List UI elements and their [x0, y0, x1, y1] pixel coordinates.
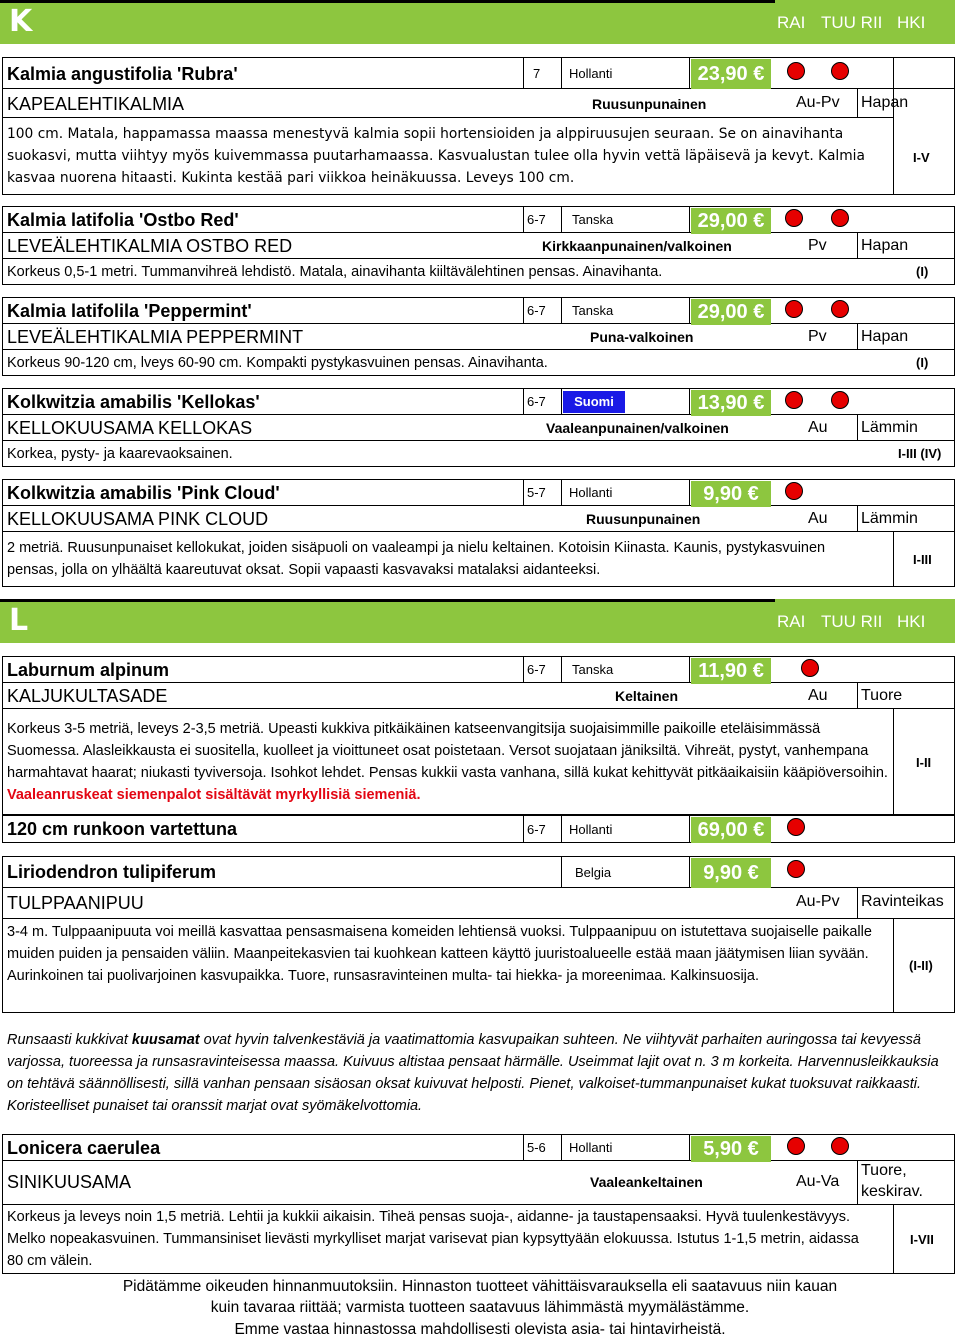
flower-color: Keltainen [615, 688, 679, 704]
hardiness-code: 7 [533, 66, 541, 81]
footer-line-2: kuin tavaraa riittää; varmista tuotteen saatavuus lähimmästä myymälästämme. [210, 1299, 750, 1316]
soil-type-line2: keskirav. [861, 1183, 923, 1200]
soil-type: Tuore [861, 687, 903, 704]
kuusama-info-paragraph [7, 1029, 952, 1117]
finnish-name: SINIKUUSAMA [7, 1172, 132, 1192]
hardiness-zone: I-II [916, 755, 932, 770]
hardiness-zone: I-V [913, 150, 930, 165]
flower-color: Kirkkaanpunainen/valkoinen [542, 238, 732, 254]
finnish-name: TULPPAANIPUU [7, 893, 144, 913]
section-header-l [0, 599, 955, 643]
finnish-name: LEVEÄLEHTIKALMIA OSTBO RED [7, 236, 293, 256]
plant-description [7, 718, 889, 806]
availability-dot-icon [831, 300, 849, 318]
flowering-period: Pv [808, 237, 827, 254]
hardiness-code: 6-7 [527, 303, 546, 318]
plant-name: Lonicera caerulea [7, 1138, 161, 1158]
hardiness-code: 6-7 [527, 662, 546, 677]
flowering-period: Au-Pv [796, 94, 840, 111]
plant-name: Kolkwitzia amabilis 'Kellokas' [7, 392, 260, 412]
zone-header-hki: HKI [897, 13, 926, 32]
hardiness-code: 6-7 [527, 394, 546, 409]
section-header-l-topline [0, 599, 775, 602]
availability-dot-icon [787, 1137, 805, 1155]
soil-type: Lämmin [861, 419, 918, 436]
flowering-period: Au-Va [796, 1173, 840, 1190]
origin-country: Belgia [575, 865, 612, 880]
hardiness-zone: I-III (IV) [898, 446, 942, 461]
soil-type: Hapan [861, 237, 909, 254]
zone-header-rai: RAI [777, 612, 806, 631]
origin-country: Tanska [572, 212, 614, 227]
plant-name: Kolkwitzia amabilis 'Pink Cloud' [7, 483, 280, 503]
info-text-bold: kuusamat [131, 1032, 200, 1048]
price-tag: 11,90 € [691, 658, 771, 684]
availability-dot-icon [787, 62, 805, 80]
flower-color: Ruusunpunainen [586, 511, 701, 527]
price-tag: 5,90 € [691, 1136, 771, 1162]
finnish-name: KELLOKUUSAMA KELLOKAS [7, 418, 253, 438]
flowering-period: Au [808, 510, 828, 527]
soil-type: Lämmin [861, 510, 918, 527]
flower-color: Vaaleankeltainen [590, 1174, 703, 1190]
plant-description: Korkeus 0,5-1 metri. Tummanvihreä lehdistö. Matala, ainavihanta kiiltävälehtinen pensas. Ainavihanta. [7, 264, 663, 280]
availability-dot-icon [785, 391, 803, 409]
availability-dot-icon [785, 209, 803, 227]
flowering-period: Au [808, 687, 828, 704]
availability-dot-icon [787, 818, 805, 836]
soil-type: Hapan [861, 328, 909, 345]
origin-country: Hollanti [569, 822, 613, 837]
plant-name: Kalmia angustifolia 'Rubra' [7, 64, 238, 84]
info-text-post: ovat hyvin talvenkestäviä ja vaatimattomia kasvupaikan suhteen. Ne viihtyvät parhaiten auringossa tai kevyessä varjossa, tuoreessa ja runsasravinteisessa maassa. Kuivuus altistaa pensaat härmälle. Useimmat lajit ovat n. 3 m korkeita. Harvennusleikkauksia on tehtävä säännöllisesti, sillä vanhan pensaan sisäosan oksat kuivuvat helposti. Pienet, valkoiset-tummanpunaiset kukat tuoksuvat raikkaasti. Koristeelliset punaiset tai oranssit marjat ovat syömäkelvottomia. [7, 1032, 939, 1114]
zone-header-tuu-rii: TUU RII [821, 13, 883, 32]
price-tag: 9,90 € [691, 858, 771, 888]
info-text-pre: Runsaasti kukkivat [7, 1032, 128, 1048]
availability-dot-icon [831, 391, 849, 409]
footer-line-3: Emme vastaa hinnastossa mahdollisesti olevista asia- tai hintavirheistä. [234, 1321, 726, 1338]
hardiness-zone: (I) [916, 264, 929, 279]
origin-country: Hollanti [569, 1140, 613, 1155]
plant-description: Korkeus 90-120 cm, lveys 60-90 cm. Kompakti pystykasvuinen pensas. Ainavihanta. [7, 355, 548, 371]
plant-description: Korkea, pysty- ja kaarevaoksainen. [7, 446, 233, 462]
hardiness-code: 5-6 [527, 1140, 546, 1155]
flowering-period: Pv [808, 328, 827, 345]
origin-country: Tanska [572, 662, 614, 677]
plant-description: 2 metriä. Ruusunpunaiset kellokukat, joiden sisäpuoli on vaaleampi ja nielu keltainen. Kotoisin Kiinasta. Kaunis, pystykasvuinen pensas, jolla on ylhäältä kaareutuvat oksat. Sopii vapaasti kasvavaksi matalaksi aidanteeksi. [7, 540, 826, 578]
price-tag: 69,00 € [691, 817, 771, 843]
soil-type: Tuore, [861, 1162, 907, 1179]
soil-type: Hapan [861, 94, 909, 111]
price-tag: 23,90 € [691, 59, 771, 89]
hardiness-zone: (I) [916, 355, 929, 370]
section-letter-k: K [9, 4, 33, 39]
finnish-name: KALJUKULTASADE [7, 686, 168, 706]
hardiness-code: 5-7 [527, 485, 546, 500]
hardiness-code: 6-7 [527, 212, 546, 227]
origin-country: Hollanti [569, 66, 613, 81]
availability-dot-icon [831, 209, 849, 227]
plant-name: Kalmia latifolia 'Ostbo Red' [7, 210, 239, 230]
origin-country: Tanska [572, 303, 614, 318]
price-tag: 9,90 € [691, 481, 771, 507]
plant-variant-name: 120 cm runkoon vartettuna [7, 819, 238, 839]
availability-dot-icon [785, 300, 803, 318]
plant-description: 100 cm. Matala, happamassa maassa menestyvä kalmia sopii hortensioiden ja alppiruusujen seuraan. Se on ainavihanta suokasvi, mutta viihtyy myös kuivemmassa puutarhamaassa. Kasvualustan tulee olla hyvin vettä läpäisevä ja kevyt. Kalmia kasvaa nuorena hitaasti. Kukinta kestää pari viikkoa heinäkuussa. Leveys 100 cm. [7, 126, 865, 186]
hardiness-zone: (I-II) [909, 958, 933, 973]
section-header-k [0, 0, 955, 44]
toxicity-warning: Vaaleanruskeat siemenpalot sisältävät myrkyllisiä siemeniä. [7, 787, 421, 803]
plant-name: Laburnum alpinum [7, 660, 169, 680]
zone-header-rai: RAI [777, 13, 806, 32]
origin-country: Hollanti [569, 485, 613, 500]
availability-dot-icon [831, 1137, 849, 1155]
price-tag: 29,00 € [691, 208, 771, 234]
flower-color: Puna-valkoinen [590, 329, 694, 345]
price-tag: 13,90 € [691, 390, 771, 416]
flowering-period: Au-Pv [796, 893, 840, 910]
soil-type: Ravinteikas [861, 893, 944, 910]
finnish-name: LEVEÄLEHTIKALMIA PEPPERMINT [7, 327, 304, 347]
price-tag: 29,00 € [691, 299, 771, 325]
availability-dot-icon [831, 62, 849, 80]
plant-description-text: Korkeus 3-5 metriä, leveys 2-3,5 metriä. Upeasti kukkiva pitkäikäinen katseenvangitsija suojaisimmille paikoille eteläisimmässä Suomessa. Alasleikkausta ei suositella, kuolleet ja vioittuneet osat poistetaan. Versot suojataan jäniksiltä. Vihreät, pystyt, vanhempana harmahtavat haarat; niukasti tyviversoja. Isohkot lehdet. Pensas kukkii vasta vanhana, sillä kukat kehittyvät pitkäaikaisiin kääpiöversoihin. [7, 721, 888, 781]
flower-color: Ruusunpunainen [592, 96, 707, 112]
finnish-name: KAPEALEHTIKALMIA [7, 94, 185, 114]
hardiness-zone: I-VII [910, 1232, 934, 1247]
zone-header-hki: HKI [897, 612, 926, 631]
section-header-k-topline [0, 0, 775, 3]
plant-description: 3-4 m. Tulppaanipuuta voi meillä kasvattaa pensasmaisena komeiden lehtiensä vuoksi. Tulppaanipuu on istutettava suojaiselle paikalle muiden puiden ja pensaiden väliin. Maanpeitekasvien tai kuohkean katteen käyttö juuristoalueelle estää maan jäätymisen liian syvään. Aurinkoinen tai puolivarjoinen kasvupaikka. Tuore, runsasravinteinen multa- tai hiekka- ja moreenimaa. Kalkinsuosija. [7, 924, 872, 984]
availability-dot-icon [785, 482, 803, 500]
origin-country-highlight: Suomi [563, 391, 625, 413]
footer-line-1: Pidätämme oikeuden hinnanmuutoksiin. Hinnaston tuotteet vähittäisvarauksella eli saatavuus niin kauan [122, 1278, 838, 1295]
plant-name: Liriodendron tulipiferum [7, 862, 216, 882]
section-letter-l: L [9, 603, 29, 638]
zone-header-tuu-rii: TUU RII [821, 612, 883, 631]
hardiness-zone: I-III [913, 552, 932, 567]
plant-description: Korkeus ja leveys noin 1,5 metriä. Lehtii ja kukkii aikaisin. Tiheä pensas suoja-, aidanne- ja taustapensaaksi. Hyvä tuulenkestävyys. Melko nopeakasvuinen. Tummansiniset lievästi myrkylliset marjat varisevat pian kypsyttyään elokuussa. Istutus 1-1,5 metrin, aidassa 80 cm välein. [7, 1209, 859, 1269]
availability-dot-icon [787, 860, 805, 878]
finnish-name: KELLOKUUSAMA PINK CLOUD [7, 509, 269, 529]
flowering-period: Au [808, 419, 828, 436]
plant-name: Kalmia latifolila 'Peppermint' [7, 301, 252, 321]
hardiness-code: 6-7 [527, 822, 546, 837]
availability-dot-icon [801, 659, 819, 677]
flower-color: Vaaleanpunainen/valkoinen [546, 420, 729, 436]
